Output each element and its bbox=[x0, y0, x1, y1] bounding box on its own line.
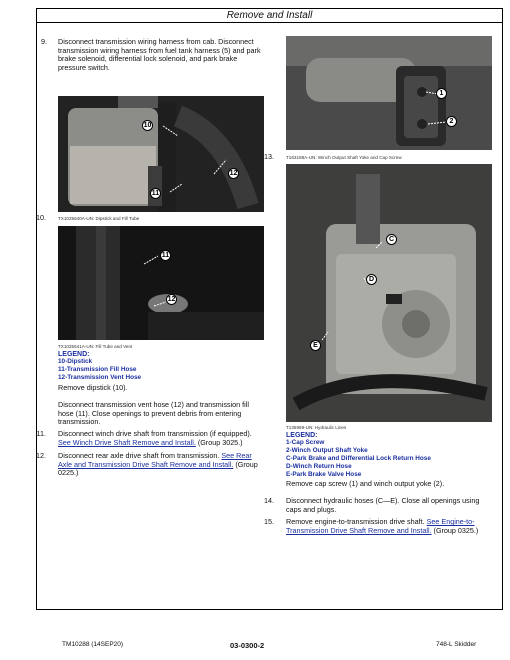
step-number: 10. bbox=[36, 213, 46, 222]
legend-item: 10-Dipstick bbox=[58, 358, 93, 365]
step-text: Disconnect transmission wiring harness from cab. Disconnect transmission wiring harness from fuel tank harness (5) and park brake solenoid, differential lock solenoid, and park brake pressure switch. bbox=[58, 37, 261, 72]
legend-right bbox=[286, 432, 496, 479]
callout-2: 2 bbox=[446, 116, 457, 127]
legend-item: E-Park Brake Valve Hose bbox=[286, 471, 362, 478]
photo-illustration bbox=[58, 96, 264, 212]
legend-item: C-Park Brake and Differential Lock Return Hose bbox=[286, 455, 431, 462]
callout-12: 12 bbox=[229, 170, 238, 177]
step-text: Remove engine-to-transmission drive shaft. See Engine-to-Transmission Drive Shaft Remove and Install. (Group 0325.) bbox=[286, 517, 479, 535]
legend-item: D-Winch Return Hose bbox=[286, 463, 352, 470]
step-number: 14. bbox=[264, 496, 274, 505]
photo-caption: T135969-UN: Hydraulic Lines bbox=[286, 425, 347, 430]
legend-item: 11-Transmission Fill Hose bbox=[58, 366, 137, 373]
step-number: 9. bbox=[41, 37, 47, 46]
legend-title: LEGEND: bbox=[58, 351, 90, 358]
photo-caption: TX1025640A-UN: Dipstick and Fill Tube bbox=[58, 216, 140, 221]
callout-10: 10 bbox=[143, 122, 152, 129]
step-text: Disconnect hydraulic hoses (C—E). Close all openings using caps and plugs. bbox=[286, 496, 480, 514]
callout-D: D bbox=[366, 274, 377, 285]
photo-hydraulic-lines bbox=[286, 164, 492, 422]
callout-12: 12 bbox=[167, 296, 176, 303]
step-text: Disconnect winch drive shaft from transmission (if equipped). See Winch Drive Shaft Remove and Install. (Group 3025.) bbox=[58, 429, 252, 447]
callout-E: E bbox=[310, 340, 321, 351]
callout-1: 1 bbox=[436, 88, 447, 99]
callout-11: 11 bbox=[151, 190, 160, 197]
photo-winch-output-yoke bbox=[286, 36, 492, 150]
photo-illustration bbox=[286, 164, 492, 422]
legend-item: 2-Winch Output Shaft Yoke bbox=[286, 447, 368, 454]
legend-item: 1-Cap Screw bbox=[286, 439, 325, 446]
photo-illustration bbox=[58, 226, 264, 340]
legend-title: LEGEND: bbox=[286, 432, 318, 439]
page-title: Remove and Install bbox=[36, 9, 503, 23]
photo-caption: T163188A-UN: Winch Output Shaft Yoke and Cap Screw bbox=[286, 155, 402, 160]
instruction-remove-dipstick: Remove dipstick (10). bbox=[58, 383, 128, 392]
link-engine-to-transmission-drive-shaft[interactable]: See Engine-to-Transmission Drive Shaft Remove and Install. bbox=[286, 517, 475, 535]
step-number: 13. bbox=[264, 152, 274, 161]
step-text: Disconnect rear axle drive shaft from transmission. See Rear Axle and Transmission Drive Shaft Remove and Install. (Group 0225.) bbox=[58, 451, 258, 478]
step-number: 15. bbox=[264, 517, 274, 526]
step-number: 12. bbox=[36, 451, 46, 460]
footer-model: 748-L Skidder bbox=[436, 641, 477, 648]
instruction-remove-cap-screw: Remove cap screw (1) and winch output yoke (2). bbox=[286, 479, 445, 488]
link-rear-axle-drive-shaft[interactable]: See Rear Axle and Transmission Drive Shaft Remove and Install. bbox=[58, 451, 252, 469]
legend-item: 12-Transmission Vent Hose bbox=[58, 374, 142, 381]
footer-page-number: 03-0300-2 bbox=[230, 641, 265, 650]
legend-left bbox=[58, 351, 264, 382]
step-number: 11. bbox=[36, 429, 46, 438]
photo-illustration bbox=[286, 36, 492, 150]
instruction-disconnect-vent: Disconnect transmission vent hose (12) and transmission fill hose (11). Close openings to prevent debris from entering transmission. bbox=[58, 400, 249, 427]
callout-C: C bbox=[386, 234, 397, 245]
photo-caption: TX1025641A-UN: Fill Tube and Vent bbox=[58, 344, 133, 349]
link-winch-drive-shaft[interactable]: See Winch Drive Shaft Remove and Install. bbox=[58, 437, 196, 447]
photo-dipstick-fill-tube bbox=[58, 96, 264, 212]
footer-doc-id: TM10288 (14SEP20) bbox=[62, 641, 124, 648]
photo-fill-tube-vent bbox=[58, 226, 264, 340]
callout-11: 11 bbox=[161, 252, 170, 259]
